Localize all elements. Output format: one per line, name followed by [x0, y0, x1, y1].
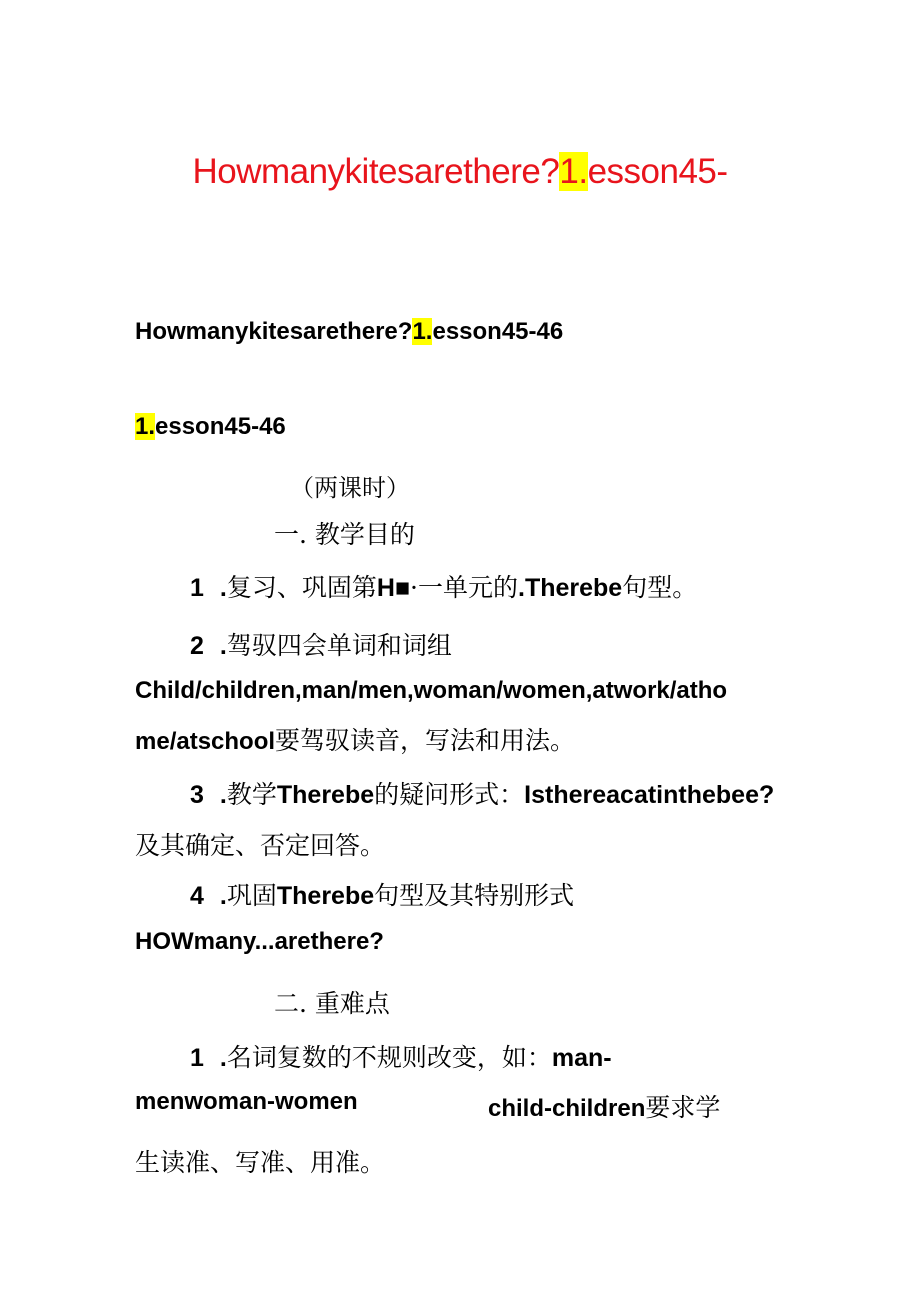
objective-item-1: 1 .复习、巩固第H■·一单元的.Therebe句型。: [190, 573, 698, 602]
lesson-heading: Howmanykitesarethere?1.esson45-46: [135, 318, 564, 345]
objective-item-2-words: Child/children,man/men,woman/women,atwork/atho: [135, 677, 728, 704]
lesson-subheading: 1.esson45-46: [135, 413, 286, 440]
section-title-keypoints: 二. 重难点: [274, 989, 390, 1018]
document-title: Howmanykitesarethere?1.esson45-: [192, 152, 728, 191]
objective-item-2-cont: me/atschool要驾驭读音，写法和用法。: [135, 726, 576, 755]
highlight-mark: 1.: [412, 318, 433, 345]
section-title-objectives: 一. 教学目的: [274, 520, 415, 549]
keypoint-item-1: 1 .名词复数的不规则改变，如：man-: [190, 1043, 612, 1072]
keypoint-item-1-words-b: child-children要求学: [488, 1093, 721, 1122]
objective-item-3: 3 .教学Therebe的疑问形式：Isthereacatinthebee?: [190, 780, 775, 809]
objective-item-4: 4 .巩固Therebe句型及其特别形式: [190, 881, 575, 910]
period-note: （两课时）: [290, 474, 410, 502]
objective-item-2: 2 .驾驭四会单词和词组: [190, 631, 452, 660]
keypoint-item-1-cont: 生读准、写准、用准。: [135, 1148, 386, 1177]
highlight-mark: 1.: [559, 152, 588, 191]
highlight-mark: 1.: [135, 413, 156, 440]
keypoint-item-1-words-a: menwoman-women: [135, 1088, 358, 1115]
glyph-square: ■: [394, 574, 411, 602]
objective-item-4-cont: HOWmany...arethere?: [135, 928, 384, 955]
objective-item-3-cont: 及其确定、否定回答。: [135, 831, 386, 860]
